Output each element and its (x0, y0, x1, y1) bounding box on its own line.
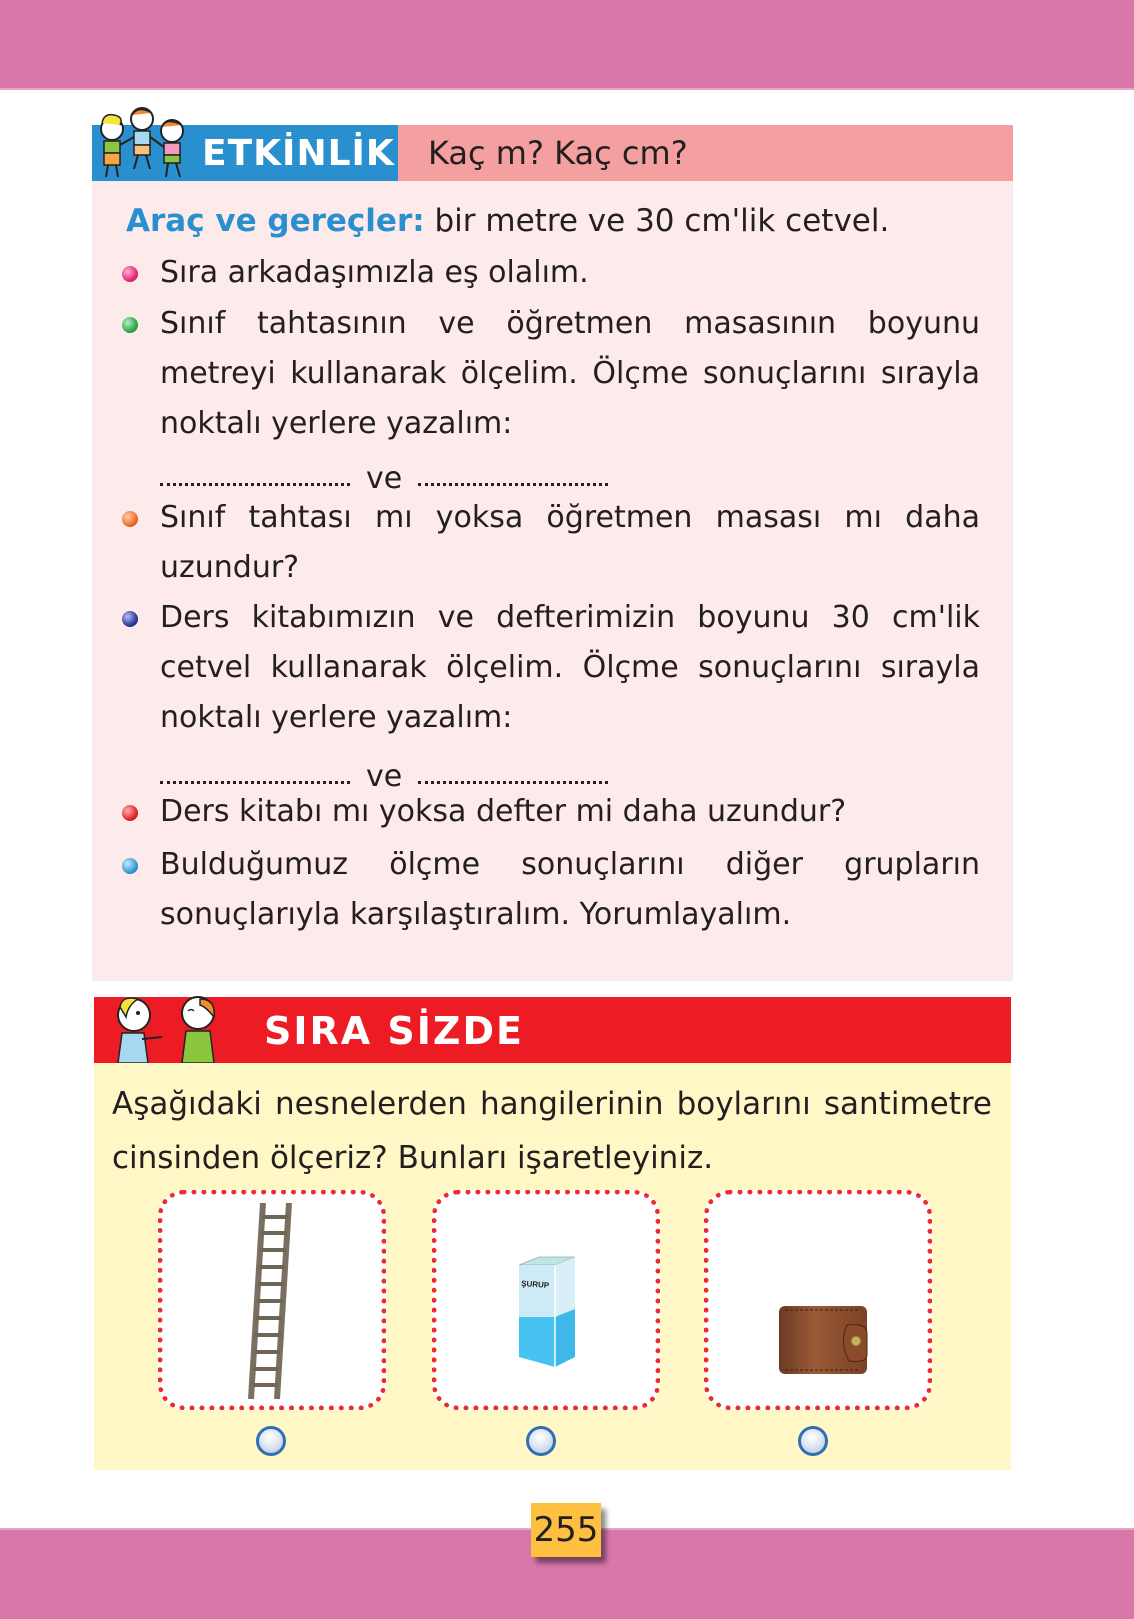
tools-value: bir metre ve 30 cm'lik cetvel. (434, 203, 890, 239)
answer-blank-2[interactable] (418, 473, 608, 486)
page-number: 255 (531, 1503, 601, 1557)
tools-label: Araç ve gereçler: (126, 203, 425, 239)
bullet-dot-icon (122, 511, 138, 527)
answer-blank-1[interactable] (160, 473, 350, 486)
your-turn-panel (94, 1063, 1011, 1470)
top-band (0, 0, 1134, 90)
three-children-icon (96, 105, 192, 185)
your-turn-header (94, 997, 1011, 1063)
ladder-icon (163, 1195, 381, 1405)
bullet-dot-icon (122, 317, 138, 333)
wallet-icon (709, 1195, 927, 1405)
answer-blank-row: ve (160, 759, 608, 794)
activity-badge-label: ETKİNLİK (202, 133, 395, 174)
two-children-talking-icon (108, 993, 228, 1063)
answer-blank-3[interactable] (160, 771, 350, 784)
option-radio-wallet[interactable] (798, 1426, 828, 1456)
activity-title: Kaç m? Kaç cm? (398, 125, 1013, 181)
answer-blank-4[interactable] (418, 771, 608, 784)
bullet-dot-icon (122, 611, 138, 627)
option-radio-syrup-box[interactable] (526, 1426, 556, 1456)
answer-blank-row: ve (160, 461, 608, 496)
your-turn-question: Aşağıdaki nesnelerden hangilerinin boylarını santimetre cinsinden ölçeriz? Bunları işaretleyiniz. (112, 1086, 992, 1176)
activity-header (92, 125, 1013, 181)
bullet-dot-icon (122, 805, 138, 821)
bullet-dot-icon (122, 266, 138, 282)
option-card-syrup-box (432, 1190, 660, 1410)
tools-line (126, 203, 889, 239)
your-turn-label: SIRA SİZDE (264, 1009, 524, 1053)
activity-panel: Araç ve gereçler: bir metre ve 30 cm'lik cetvel. Sıra arkadaşımızla eş olalım. Sınıf tahtasının ve öğretmen masasının boyunu metreyi kullanarak ölçelim. Ölçme sonuçlarını sırayla noktalı yerlere yazalım: ve Sınıf tahtası mı yoksa öğretmen masası mı daha uzundur? Ders kitabımızın ve defterimizin boyunu 30 cm'lik cetvel kullanarak ölçelim. Ölçme sonuçlarını sırayla noktalı yerlere yazalım: ve Ders kitabı mı yoksa defter mi daha uzundur? Bulduğumuz ölçme sonuçlarını diğer grupların sonuçlarıyla karşılaştıralım. Yorumlayalım. (92, 181, 1013, 981)
option-radio-ladder[interactable] (256, 1426, 286, 1456)
bullet-dot-icon (122, 858, 138, 874)
option-card-ladder (158, 1190, 386, 1410)
option-card-wallet (704, 1190, 932, 1410)
syrup-box-icon (437, 1195, 655, 1405)
activity-badge (92, 125, 398, 181)
svg-text:ŞURUP: ŞURUP (520, 1279, 550, 1290)
